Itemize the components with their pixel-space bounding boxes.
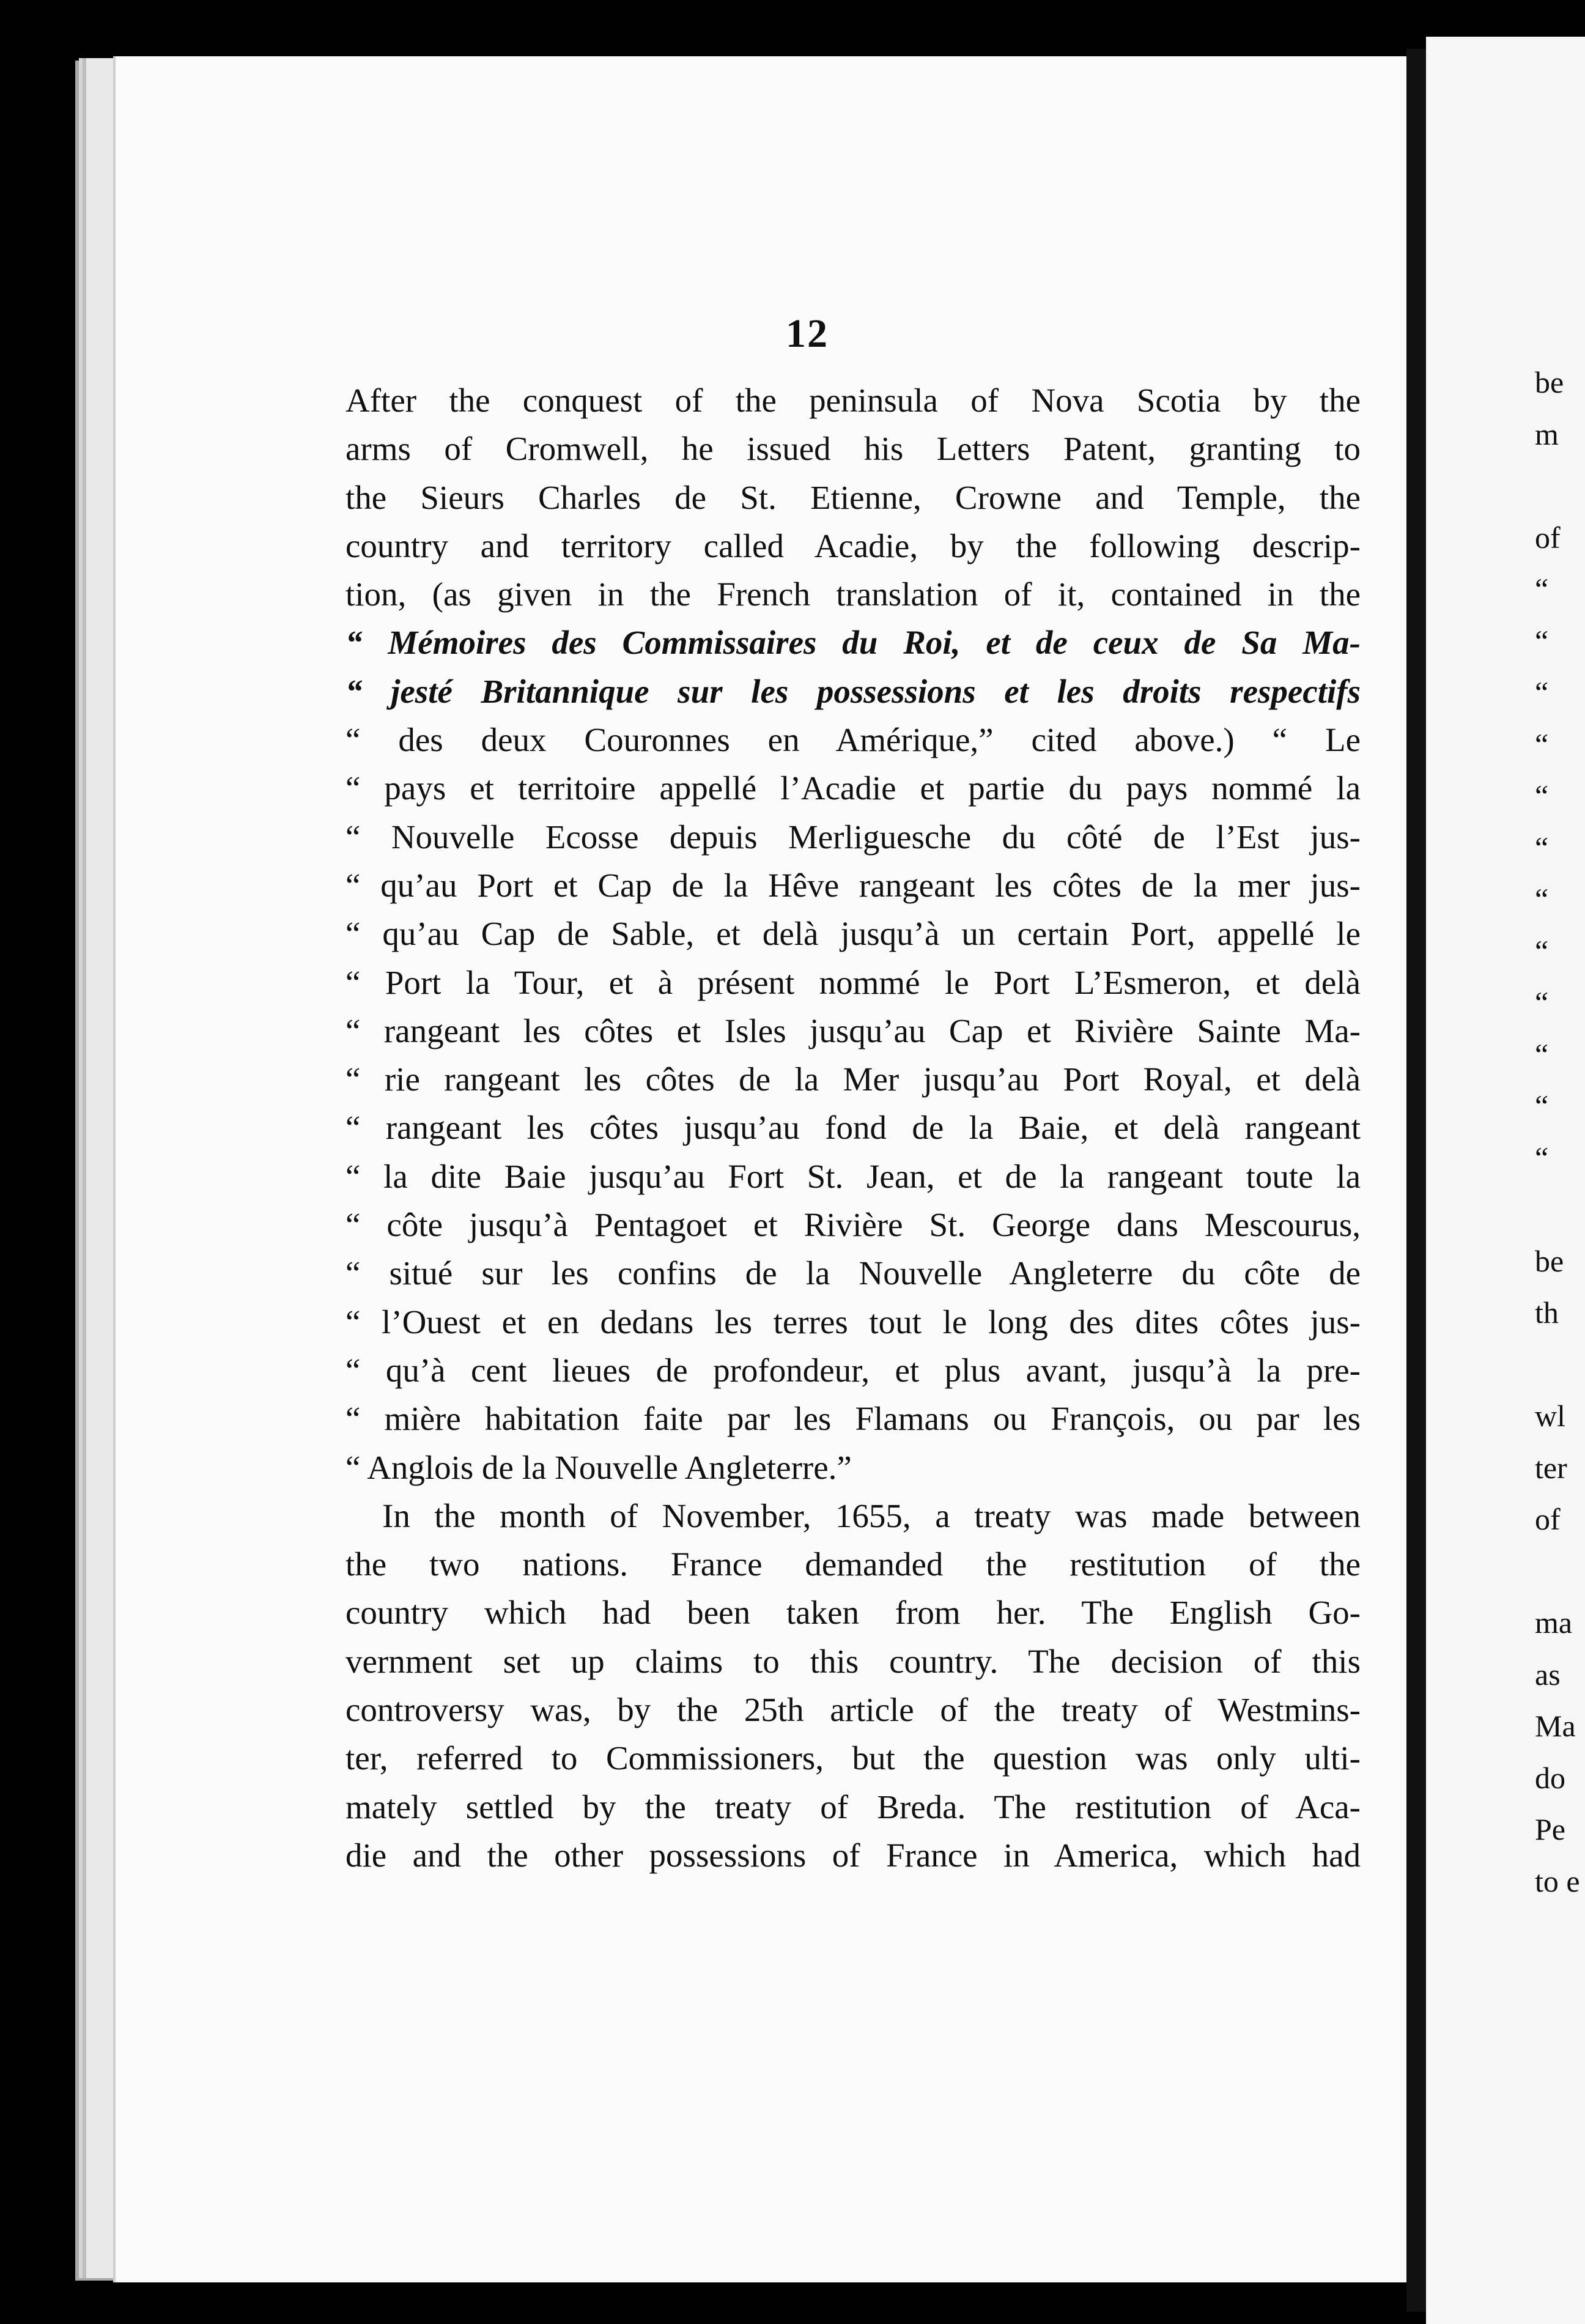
text-line: country which had been taken from her. The English Go-: [345, 1594, 1361, 1632]
right-page-fragment: “: [1535, 727, 1549, 761]
text-line: controversy was, by the 25th article of the treaty of Westmins-: [345, 1691, 1361, 1729]
right-page-fragment: to e: [1535, 1863, 1580, 1898]
right-page-fragment: of: [1535, 1502, 1561, 1536]
text-line: “ pays et territoire appellé l’Acadie et partie du pays nommé la: [345, 769, 1361, 807]
text-line: After the conquest of the peninsula of Nova Scotia by the: [345, 382, 1361, 419]
text-line: “ mière habitation faite par les Flamans ou François, ou par les: [345, 1400, 1361, 1438]
book-gutter: [1406, 49, 1426, 2312]
right-page-fragment: “: [1535, 933, 1549, 968]
right-page-fragment: “: [1535, 675, 1549, 709]
right-page-fragment: m: [1535, 416, 1559, 451]
paragraph-treaty: [345, 1492, 1361, 1879]
text-line: the two nations. France demanded the restitution of the: [345, 1545, 1361, 1583]
right-page-fragment: “: [1535, 1089, 1549, 1123]
right-page-fragment: “: [1535, 882, 1549, 916]
text-line: arms of Cromwell, he issued his Letters Patent, granting to: [345, 430, 1361, 468]
body-text: [345, 376, 1361, 1879]
right-page-fragment: Pe: [1535, 1812, 1565, 1846]
text-line: vernment set up claims to this country. The decision of this: [345, 1642, 1361, 1680]
right-page-fragment: “: [1535, 1037, 1549, 1071]
right-page-fragment: as: [1535, 1657, 1561, 1692]
text-line: mately settled by the treaty of Breda. The restitution of Aca-: [345, 1788, 1361, 1826]
text-line: tion, (as given in the French translation of it, contained in the: [345, 575, 1361, 613]
text-line: “ qu’au Port et Cap de la Hêve rangeant les côtes de la mer jus-: [345, 866, 1361, 904]
right-page-fragment: of: [1535, 520, 1561, 555]
text-line: ter, referred to Commissioners, but the question was only ulti-: [345, 1739, 1361, 1777]
right-page-fragment: do: [1535, 1760, 1565, 1795]
text-line: “ jesté Britannique sur les possessions et les droits respectifs: [345, 672, 1361, 710]
right-page-fragment: “: [1535, 985, 1549, 1020]
text-line: “ Port la Tour, et à présent nommé le Port L’Esmeron, et delà: [345, 963, 1361, 1001]
right-page-fragment: “: [1535, 572, 1549, 606]
text-line: In the month of November, 1655, a treaty was made between: [382, 1497, 1361, 1534]
text-line: “ Anglois de la Nouvelle Angleterre.”: [345, 1448, 852, 1486]
text-line: “ la dite Baie jusqu’au Fort St. Jean, et de la rangeant toute la: [345, 1157, 1361, 1195]
text-line: “ des deux Couronnes en Amérique,” cited above.) “ Le: [345, 721, 1361, 759]
right-page-fragment: wl: [1535, 1399, 1565, 1433]
page-number: 12: [786, 311, 829, 356]
text-line: “ rangeant les côtes jusqu’au fond de la Baie, et delà rangeant: [345, 1109, 1361, 1147]
text-line: “ qu’au Cap de Sable, et delà jusqu’à un certain Port, appellé le: [345, 915, 1361, 953]
text-line: the Sieurs Charles de St. Etienne, Crowne and Temple, the: [345, 478, 1361, 516]
right-page-fragment: th: [1535, 1295, 1559, 1330]
text-line: die and the other possessions of France in America, which had: [345, 1836, 1361, 1874]
right-page-fragment: “: [1535, 830, 1549, 865]
paragraph-patent: [345, 376, 1361, 1492]
right-page-fragment: Ma: [1535, 1709, 1576, 1743]
right-page-fragment: be: [1535, 365, 1564, 399]
right-page-fragment: “: [1535, 1140, 1549, 1175]
text-line: “ Nouvelle Ecosse depuis Merliguesche du côté de l’Est jus-: [345, 818, 1361, 856]
text-line: “ côte jusqu’à Pentagoet et Rivière St. George dans Mescourus,: [345, 1206, 1361, 1244]
text-line: “ situé sur les confins de la Nouvelle Angleterre du côte de: [345, 1254, 1361, 1292]
right-page-fragment: ter: [1535, 1450, 1567, 1485]
right-page-fragment: ma: [1535, 1605, 1573, 1640]
text-line: country and territory called Acadie, by the following descrip-: [345, 527, 1361, 564]
right-page-fragment: be: [1535, 1243, 1564, 1278]
text-line: “ l’Ouest et en dedans les terres tout le long des dites côtes jus-: [345, 1303, 1361, 1341]
text-line: “ qu’à cent lieues de profondeur, et plus avant, jusqu’à la pre-: [345, 1351, 1361, 1389]
text-line: “ Mémoires des Commissaires du Roi, et de ceux de Sa Ma-: [345, 624, 1361, 662]
text-line: “ rangeant les côtes et Isles jusqu’au Cap et Rivière Sainte Ma-: [345, 1012, 1361, 1049]
text-line: “ rie rangeant les côtes de la Mer jusqu’au Port Royal, et delà: [345, 1060, 1361, 1098]
right-page-fragment: “: [1535, 623, 1549, 658]
right-page-fragment: “: [1535, 779, 1549, 813]
